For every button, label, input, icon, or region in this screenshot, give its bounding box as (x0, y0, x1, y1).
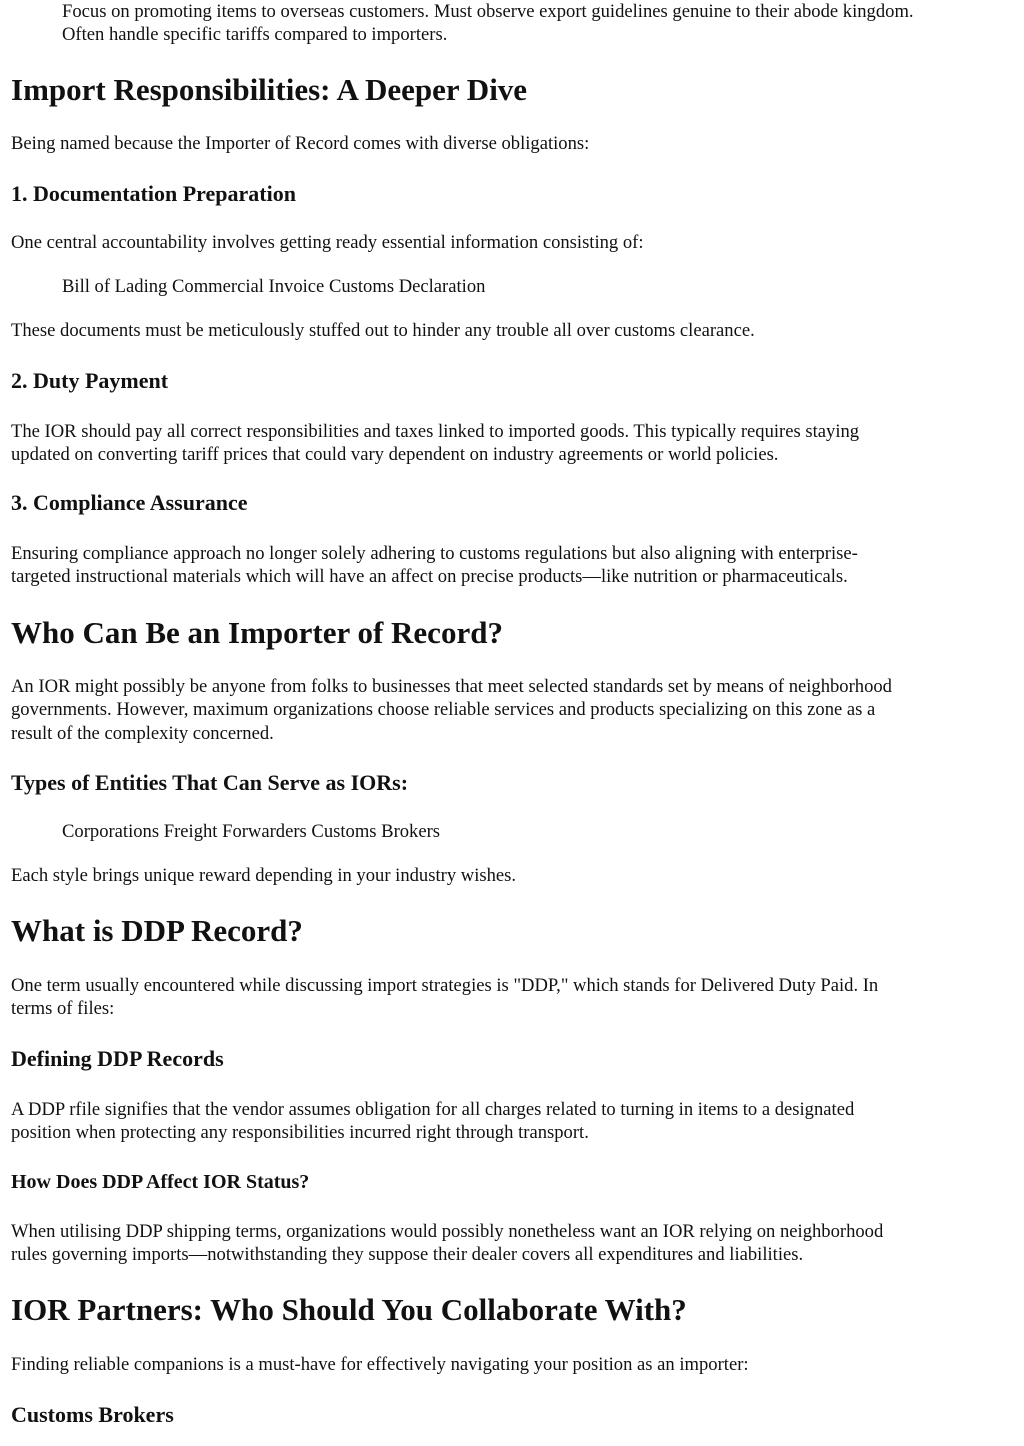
partners-paragraph: Finding reliable companions is a must-have for effectively navigating your position as an importer: (11, 1354, 749, 1375)
duty-payment-paragraph (11, 420, 1017, 467)
compliance-line: targeted instructional materials which will have an affect on precise products—like nutrition or pharmaceuticals. (11, 566, 848, 588)
who-line: An IOR might possibly be anyone from folks to businesses that meet selected standards set by means of neighborhood (11, 676, 892, 697)
heading-what-is-ddp: What is DDP Record? (11, 913, 303, 948)
documentation-list: Bill of Lading Commercial Invoice Customs Declaration (62, 276, 486, 297)
duty-payment-line: The IOR should pay all correct responsibilities and taxes linked to imported goods. This typically requires staying (11, 421, 860, 442)
heading-types-of-entities: Types of Entities That Can Serve as IORs: (11, 770, 409, 795)
affect-line: When utilising DDP shipping terms, organizations would possibly nonetheless want an IOR relying on neighborhood (11, 1221, 884, 1242)
heading-ior-partners: IOR Partners: Who Should You Collaborate With? (11, 1292, 687, 1327)
documentation-paragraph: One central accountability involves getting ready essential information consisting of: (11, 232, 644, 253)
entities-list: Corporations Freight Forwarders Customs Brokers (62, 821, 441, 842)
ddp-affect-paragraph (11, 1220, 1017, 1267)
heading-import-responsibilities: Import Responsibilities: A Deeper Dive (11, 72, 528, 107)
compliance-paragraph (11, 542, 1017, 589)
defining-line: position when protecting any responsibilities incurred right through transport. (11, 1122, 589, 1144)
who-line: result of the complexity concerned. (11, 722, 274, 744)
who-line: governments. However, maximum organizations choose reliable services and products specializing on this zone as a (11, 699, 876, 721)
ddp-line: terms of files: (11, 998, 115, 1020)
heading-defining-ddp-records: Defining DDP Records (11, 1046, 224, 1071)
compliance-line: Ensuring compliance approach no longer solely adhering to customs regulations but also aligning with enterprise- (11, 543, 858, 564)
intro-export-note (62, 0, 1017, 47)
defining-line: A DDP rfile signifies that the vendor assumes obligation for all charges related to turning in items to a designated (11, 1099, 855, 1120)
heading-documentation-preparation: 1. Documentation Preparation (11, 181, 296, 206)
heading-compliance-assurance: 3. Compliance Assurance (11, 490, 248, 515)
defining-ddp-paragraph (11, 1098, 1017, 1145)
who-can-be-paragraph (11, 675, 1017, 745)
heading-duty-payment: 2. Duty Payment (11, 368, 169, 393)
intro-line: Often handle specific tariffs compared to importers. (62, 24, 448, 46)
intro-line: Focus on promoting items to overseas customers. Must observe export guidelines genuine to their abode kingdom. (62, 1, 914, 22)
heading-ddp-affect-ior: How Does DDP Affect IOR Status? (11, 1171, 310, 1193)
ddp-line: One term usually encountered while discussing import strategies is "DDP," which stands for Delivered Duty Paid. In (11, 975, 879, 996)
heading-customs-brokers: Customs Brokers (11, 1402, 174, 1427)
entities-after-paragraph: Each style brings unique reward depending in your industry wishes. (11, 865, 517, 886)
ddp-intro-paragraph (11, 974, 1017, 1021)
affect-line: rules governing imports—notwithstanding they suppose their dealer covers all expenditures and liabilities. (11, 1244, 804, 1266)
heading-who-can-be-ior: Who Can Be an Importer of Record? (11, 615, 503, 650)
import-intro-paragraph: Being named because the Importer of Record comes with diverse obligations: (11, 133, 590, 154)
documentation-after-paragraph: These documents must be meticulously stuffed out to hinder any trouble all over customs clearance. (11, 320, 755, 341)
duty-payment-line: updated on converting tariff prices that could vary dependent on industry agreements or world policies. (11, 444, 779, 466)
